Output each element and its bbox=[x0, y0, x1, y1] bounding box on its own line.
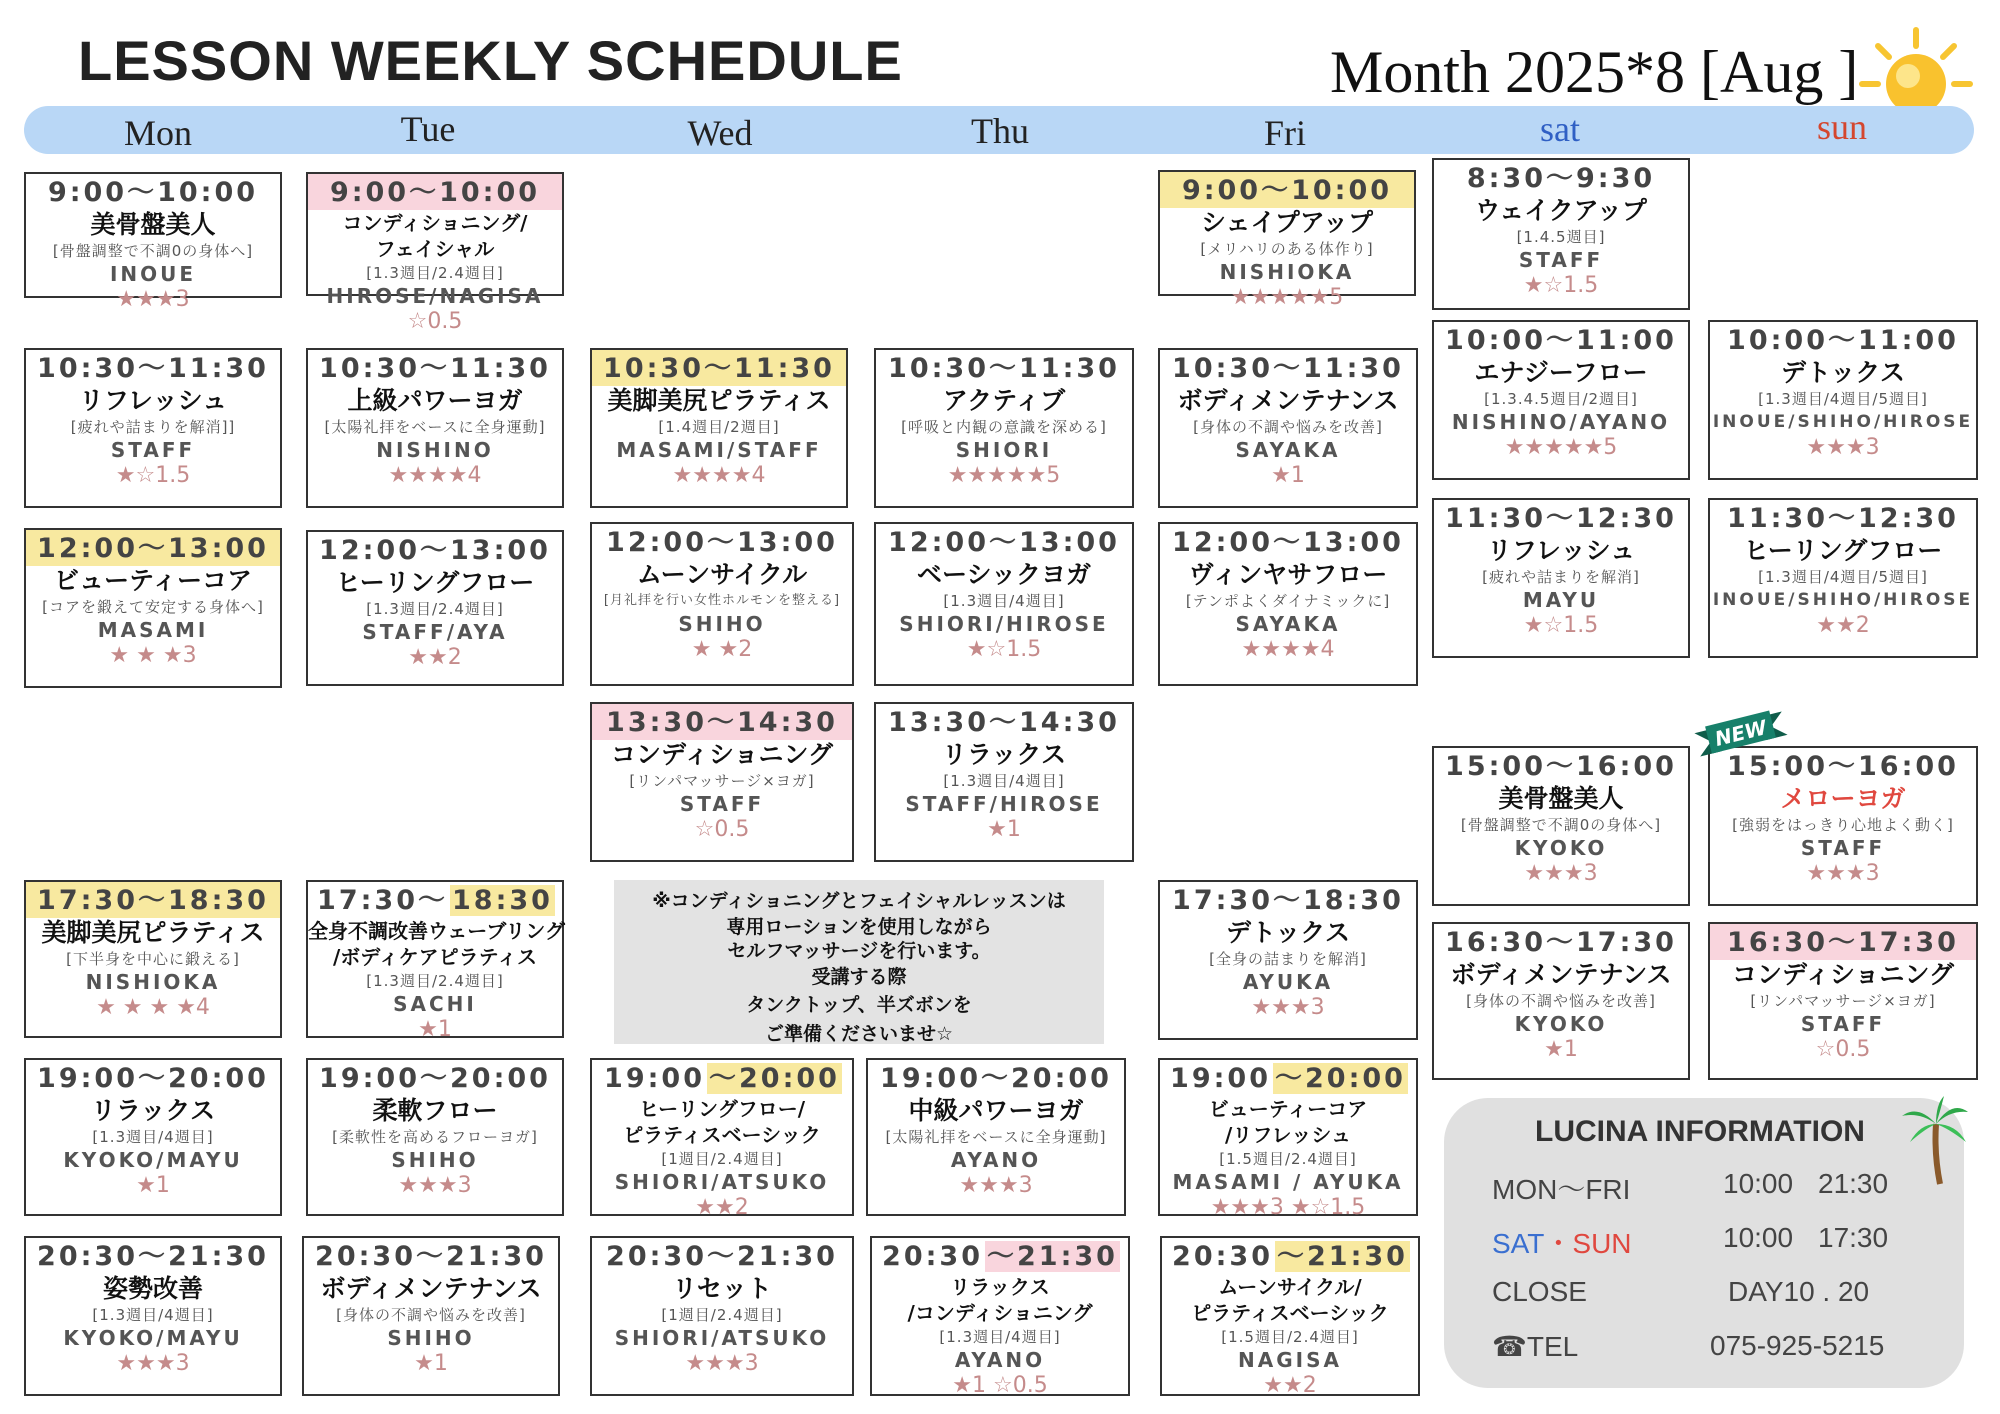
day-tue: Tue bbox=[400, 109, 456, 149]
lesson-time bbox=[1162, 1238, 1418, 1274]
day-fri: Fri bbox=[1263, 113, 1307, 153]
lesson-card bbox=[1432, 158, 1690, 310]
lesson-rating: ★★★3 bbox=[685, 1351, 759, 1376]
lesson-rating: ★1 bbox=[1271, 463, 1305, 488]
lesson-time: 10:00〜11:00 bbox=[1727, 325, 1959, 356]
lesson-instructor: STAFF bbox=[1800, 1012, 1886, 1036]
lesson-card bbox=[590, 1058, 854, 1220]
lesson-rating: ★★★★4 bbox=[1241, 637, 1335, 662]
lesson-description: [1.3週目/2.4週目] bbox=[366, 972, 504, 990]
lesson-card bbox=[306, 880, 565, 1042]
lesson-name: 姿勢改善 bbox=[102, 1274, 203, 1303]
lesson-rating: ★ ★ ★ ★4 bbox=[96, 995, 210, 1020]
lesson-time bbox=[308, 882, 562, 918]
info-sat-label: SAT bbox=[1492, 1228, 1545, 1259]
lesson-card bbox=[306, 348, 564, 508]
lesson-instructor: SACHI bbox=[393, 992, 477, 1016]
info-weekend-close: 17:30 bbox=[1818, 1222, 1889, 1253]
lesson-instructor: MASAMI/STAFF bbox=[616, 438, 822, 462]
month-label: Month 2025*8 [Aug ] bbox=[1330, 39, 1859, 105]
lesson-instructor: STAFF bbox=[679, 792, 765, 816]
lesson-description: [1.3週目/4週目/5週目] bbox=[1758, 568, 1928, 586]
lesson-rating: ★ ★ ★3 bbox=[109, 643, 197, 668]
lesson-instructor: AYANO bbox=[954, 1348, 1046, 1372]
lesson-instructor: MASAMI / AYUKA bbox=[1172, 1170, 1404, 1194]
lesson-card bbox=[870, 1236, 1130, 1396]
lesson-description: [1.4週目/2週目] bbox=[658, 418, 780, 436]
lesson-description: [コアを鍛えて安定する身体へ] bbox=[42, 598, 264, 616]
lesson-description: [身体の不調や悩みを改善] bbox=[336, 1306, 526, 1324]
lesson-description: [1.4.5週目] bbox=[1516, 228, 1606, 246]
lesson-description: [1.5週目/2.4週目] bbox=[1219, 1150, 1357, 1168]
lesson-description: [全身の詰まりを解消] bbox=[1209, 950, 1367, 968]
lesson-name-line2: /リフレッシュ bbox=[1225, 1123, 1351, 1147]
lesson-rating: ★☆1.5 bbox=[1523, 613, 1599, 638]
info-tel-label: ☎TEL bbox=[1492, 1331, 1579, 1362]
lesson-time-end: 〜21:30 bbox=[987, 1241, 1118, 1272]
lesson-instructor: STAFF/AYA bbox=[362, 620, 508, 644]
lesson-time: 19:00〜20:00 bbox=[319, 1063, 551, 1094]
lesson-name: 美脚美尻ピラティス bbox=[607, 386, 831, 415]
lesson-instructor: SHIORI/ATSUKO bbox=[614, 1170, 830, 1194]
lesson-instructor: STAFF bbox=[110, 438, 196, 462]
lesson-description: [リンパマッサージ×ヨガ] bbox=[1750, 992, 1936, 1010]
info-close-label: CLOSE bbox=[1492, 1276, 1587, 1307]
lesson-name: ムーンサイクル bbox=[636, 560, 808, 589]
lesson-rating: ★1 ☆0.5 bbox=[952, 1373, 1048, 1398]
lesson-rating: ★★2 bbox=[1263, 1373, 1317, 1398]
lesson-time: 16:30〜17:30 bbox=[1710, 924, 1976, 960]
lesson-description: [骨盤調整で不調0の身体へ] bbox=[1460, 816, 1662, 834]
notice-line: ※コンディショニングとフェイシャルレッスンは bbox=[652, 890, 1066, 912]
lesson-time: 8:30〜9:30 bbox=[1466, 163, 1656, 194]
lesson-description: [1.3週目/4週目/5週目] bbox=[1758, 390, 1928, 408]
lesson-card bbox=[1708, 498, 1978, 658]
lesson-rating: ★★★★★5 bbox=[1230, 285, 1344, 310]
lesson-description: [下半身を中心に鍛える] bbox=[66, 950, 240, 968]
lesson-time: 12:00〜13:00 bbox=[1172, 527, 1404, 558]
lesson-card bbox=[302, 1236, 560, 1396]
palm-tree-icon bbox=[1900, 1094, 1970, 1184]
lesson-rating: ★1 bbox=[987, 817, 1021, 842]
lesson-instructor: INOUE/SHIHO/HIROSE bbox=[1712, 590, 1974, 610]
lesson-rating: ★1 bbox=[136, 1173, 170, 1198]
lesson-name: リセット bbox=[672, 1274, 772, 1303]
info-tel-value: 075-925-5215 bbox=[1710, 1330, 1885, 1361]
lesson-instructor: STAFF bbox=[1518, 248, 1604, 272]
notice-line: 受講する際 bbox=[811, 966, 907, 988]
lesson-instructor: NISHIOKA bbox=[1219, 260, 1355, 284]
lesson-time: 9:00〜10:00 bbox=[1160, 172, 1414, 208]
lesson-card bbox=[1432, 320, 1690, 480]
lesson-name: 中級パワーヨガ bbox=[908, 1096, 1084, 1125]
notice-line: 専用ローションを使用しながら bbox=[726, 916, 992, 938]
lesson-card bbox=[1158, 1058, 1418, 1220]
lesson-instructor: STAFF/HIROSE bbox=[905, 792, 1103, 816]
lesson-name: ウェイクアップ bbox=[1475, 196, 1647, 225]
lesson-time: 10:30〜11:30 bbox=[37, 353, 269, 384]
lesson-name: メローヨガ bbox=[1780, 784, 1906, 813]
lesson-instructor: AYUKA bbox=[1242, 970, 1334, 994]
lesson-time-start: 17:30〜 bbox=[317, 885, 448, 916]
lesson-rating: ☆0.5 bbox=[407, 309, 463, 334]
lesson-card bbox=[1158, 522, 1418, 686]
lesson-description: [身体の不調や悩みを改善] bbox=[1466, 992, 1656, 1010]
lesson-name: ヒーリングフロー bbox=[335, 568, 535, 597]
lesson-name: コンディショニング bbox=[1731, 960, 1954, 989]
lesson-card bbox=[24, 172, 282, 312]
lesson-name: ボディメンテナンス bbox=[1450, 960, 1672, 989]
lesson-description: [1週目/2.4週目] bbox=[661, 1306, 783, 1324]
lesson-time: 20:30〜21:30 bbox=[606, 1241, 838, 1272]
lesson-card bbox=[1708, 922, 1978, 1080]
lesson-instructor: SHIHO bbox=[387, 1326, 475, 1350]
lesson-instructor: SHIHO bbox=[678, 612, 766, 636]
lesson-time: 9:00〜10:00 bbox=[47, 177, 259, 208]
lesson-time: 11:30〜12:30 bbox=[1727, 503, 1959, 534]
info-sun-label: SUN bbox=[1572, 1228, 1632, 1259]
lesson-time-end: 〜20:00 bbox=[1275, 1063, 1406, 1094]
lesson-name-line2: /コンディショニング bbox=[907, 1301, 1093, 1325]
lesson-instructor: MASAMI bbox=[97, 618, 209, 642]
lesson-instructor: SHIORI/HIROSE bbox=[899, 612, 1109, 636]
lesson-time: 13:30〜14:30 bbox=[592, 704, 852, 740]
lesson-time: 12:00〜13:00 bbox=[606, 527, 838, 558]
day-sun: sun bbox=[1816, 107, 1868, 147]
lesson-rating: ★★★3 ★☆1.5 bbox=[1210, 1195, 1366, 1220]
lesson-description: [1.3週目/4週目] bbox=[939, 1328, 1061, 1346]
lesson-time-start: 19:00 bbox=[604, 1063, 705, 1094]
lesson-name: デトックス bbox=[1225, 918, 1350, 947]
new-badge-text: NEW bbox=[1712, 715, 1770, 752]
lesson-card bbox=[1432, 498, 1690, 658]
lesson-card bbox=[1158, 348, 1418, 508]
lesson-time-end: 〜21:30 bbox=[1277, 1241, 1408, 1272]
notice-line: ご準備くださいませ☆ bbox=[764, 1023, 954, 1045]
lesson-rating: ★1 bbox=[418, 1017, 452, 1042]
lesson-rating: ★★2 bbox=[408, 645, 462, 670]
lesson-time: 20:30〜21:30 bbox=[37, 1241, 269, 1272]
lesson-description: [太陽礼拝をベースに全身運動] bbox=[324, 418, 546, 436]
lesson-name: リラックス bbox=[90, 1096, 216, 1125]
lesson-instructor: NISHINO bbox=[376, 438, 494, 462]
lesson-card bbox=[590, 522, 854, 686]
lesson-time: 9:00〜10:00 bbox=[308, 174, 562, 210]
lesson-name: 美骨盤美人 bbox=[1498, 784, 1624, 813]
lesson-rating: ★★★3 bbox=[116, 1351, 190, 1376]
lesson-name: ヒーリングフロー/ bbox=[638, 1097, 806, 1121]
lesson-time: 15:00〜16:00 bbox=[1445, 751, 1677, 782]
lesson-description: [1週目/2.4週目] bbox=[661, 1150, 783, 1168]
lesson-name-line2: フェイシャル bbox=[375, 237, 495, 261]
lesson-name-line2: ピラティスベーシック bbox=[623, 1123, 821, 1147]
lesson-time-start: 20:30 bbox=[882, 1241, 983, 1272]
lesson-description: [強弱をはっきり心地よく動く] bbox=[1732, 816, 1954, 834]
lesson-time-end: 18:30 bbox=[452, 885, 553, 916]
lesson-name: アクティブ bbox=[942, 386, 1066, 415]
notice-line: タンクトップ、半ズボンを bbox=[746, 994, 972, 1016]
lesson-name: ベーシックヨガ bbox=[916, 560, 1091, 589]
lesson-name: ボディメンテナンス bbox=[320, 1274, 542, 1303]
lesson-description: [太陽礼拝をベースに全身運動] bbox=[885, 1128, 1107, 1146]
lesson-instructor: STAFF bbox=[1800, 836, 1886, 860]
lesson-description: [骨盤調整で不調0の身体へ] bbox=[52, 242, 254, 260]
lesson-instructor: KYOKO/MAYU bbox=[63, 1326, 243, 1350]
lesson-name: リフレッシュ bbox=[1486, 536, 1636, 565]
lesson-time bbox=[1160, 1060, 1416, 1096]
lesson-rating: ★★2 bbox=[695, 1195, 749, 1220]
lesson-rating: ★1 bbox=[1544, 1037, 1578, 1062]
lesson-time: 12:00〜13:00 bbox=[319, 535, 551, 566]
lesson-description: [1.3週目/2.4週目] bbox=[366, 264, 504, 282]
lesson-card bbox=[1708, 746, 1978, 906]
lesson-card bbox=[866, 1058, 1126, 1216]
lesson-time: 12:00〜13:00 bbox=[26, 530, 280, 566]
lesson-instructor: SHIHO bbox=[391, 1148, 479, 1172]
lesson-card bbox=[874, 702, 1134, 862]
lesson-rating: ☆0.5 bbox=[1815, 1037, 1871, 1062]
lesson-name-line2: /ボディケアピラティス bbox=[332, 945, 538, 969]
lesson-description: [1.3週目/4週目] bbox=[943, 592, 1065, 610]
lesson-name: 上級パワーヨガ bbox=[347, 386, 523, 415]
lesson-instructor: NAGISA bbox=[1238, 1348, 1342, 1372]
lesson-description: [リンパマッサージ×ヨガ] bbox=[629, 772, 815, 790]
lesson-instructor: SAYAKA bbox=[1235, 612, 1341, 636]
info-close-value: DAY10 . 20 bbox=[1728, 1276, 1870, 1307]
lesson-time bbox=[872, 1238, 1128, 1274]
lesson-instructor: NISHINO/AYANO bbox=[1451, 410, 1671, 434]
lesson-instructor: KYOKO bbox=[1514, 836, 1608, 860]
lesson-name: エナジーフロー bbox=[1474, 358, 1648, 387]
notice-line: セルフマッサージを行います。 bbox=[727, 940, 991, 962]
lesson-rating: ★★★3 bbox=[116, 287, 190, 312]
lesson-name: ムーンサイクル/ bbox=[1218, 1275, 1362, 1299]
lesson-time: 20:30〜21:30 bbox=[315, 1241, 547, 1272]
lesson-name: デトックス bbox=[1780, 358, 1905, 387]
lesson-instructor: MAYU bbox=[1522, 588, 1600, 612]
lesson-card bbox=[1432, 746, 1690, 906]
lesson-name: 全身不調改善ウェーブリング bbox=[308, 919, 565, 943]
lesson-name-line2: ピラティスベーシック bbox=[1191, 1301, 1389, 1325]
lesson-name: ヒーリングフロー bbox=[1743, 536, 1943, 565]
lesson-rating: ★★★3 bbox=[1251, 995, 1325, 1020]
lesson-description: [1.3週目/4週目] bbox=[92, 1306, 214, 1324]
lesson-instructor: INOUE/SHIHO/HIROSE bbox=[1712, 412, 1974, 432]
lesson-description: [テンポよくダイナミックに] bbox=[1185, 592, 1391, 610]
page-title: LESSON WEEKLY SCHEDULE bbox=[78, 29, 903, 92]
info-weekday-close: 21:30 bbox=[1818, 1168, 1889, 1199]
lesson-name: コンディショニング/ bbox=[342, 211, 528, 235]
lesson-name: リフレッシュ bbox=[78, 386, 228, 415]
day-thu: Thu bbox=[971, 111, 1029, 151]
info-title: LUCINA INFORMATION bbox=[1535, 1115, 1865, 1148]
day-sat: sat bbox=[1540, 109, 1580, 149]
lesson-time: 10:30〜11:30 bbox=[319, 353, 551, 384]
lesson-card bbox=[24, 528, 282, 688]
lesson-name: 美脚美尻ピラティス bbox=[41, 918, 265, 947]
lesson-rating: ★☆1.5 bbox=[115, 463, 191, 488]
lesson-description: [1.3週目/4週目] bbox=[943, 772, 1065, 790]
lesson-name: 柔軟フロー bbox=[372, 1096, 498, 1125]
lesson-card bbox=[24, 880, 282, 1038]
lesson-rating: ★ ★2 bbox=[691, 637, 753, 662]
lesson-rating: ★★★3 bbox=[1806, 435, 1880, 460]
lesson-time-end: 〜20:00 bbox=[709, 1063, 840, 1094]
lesson-rating: ★☆1.5 bbox=[1523, 273, 1599, 298]
lesson-time-start: 19:00 bbox=[1170, 1063, 1271, 1094]
lesson-time-start: 20:30 bbox=[1172, 1241, 1273, 1272]
lesson-description: [柔軟性を高めるフローヨガ] bbox=[332, 1128, 538, 1146]
lesson-name: シェイプアップ bbox=[1200, 208, 1373, 237]
lesson-card bbox=[306, 530, 564, 686]
lesson-time: 12:00〜13:00 bbox=[888, 527, 1120, 558]
lesson-time: 17:30〜18:30 bbox=[26, 882, 280, 918]
lesson-instructor: NISHIOKA bbox=[85, 970, 221, 994]
lesson-name: ボディメンテナンス bbox=[1177, 386, 1399, 415]
lesson-name: ヴィンヤサフロー bbox=[1188, 560, 1388, 589]
lesson-rating: ★★★3 bbox=[959, 1173, 1033, 1198]
info-weekday-label: MON〜FRI bbox=[1492, 1174, 1631, 1205]
lesson-time: 13:30〜14:30 bbox=[888, 707, 1120, 738]
lesson-instructor: KYOKO/MAYU bbox=[63, 1148, 243, 1172]
lesson-card bbox=[1158, 880, 1418, 1040]
lesson-card bbox=[306, 1058, 564, 1216]
lesson-rating: ★★★3 bbox=[398, 1173, 472, 1198]
lesson-description: [1.3.4.5週目/2週目] bbox=[1484, 390, 1638, 408]
lesson-card bbox=[1432, 922, 1690, 1080]
lesson-instructor: KYOKO bbox=[1514, 1012, 1608, 1036]
lesson-rating: ★★★★4 bbox=[388, 463, 482, 488]
lesson-time: 10:30〜11:30 bbox=[1172, 353, 1404, 384]
lesson-card bbox=[306, 172, 564, 334]
lesson-description: [疲れや詰まりを解消]] bbox=[70, 418, 236, 436]
lesson-card bbox=[24, 348, 282, 508]
lesson-description: [メリハリのある体作り] bbox=[1200, 240, 1374, 258]
lesson-card bbox=[24, 1058, 282, 1216]
lesson-name: ビューティーコア bbox=[1208, 1097, 1368, 1121]
lesson-name: コンディショニング bbox=[610, 740, 833, 769]
lesson-rating: ★★2 bbox=[1816, 613, 1870, 638]
lesson-rating: ★★★★4 bbox=[672, 463, 766, 488]
lesson-description: [1.3週目/4週目] bbox=[92, 1128, 214, 1146]
lesson-time: 10:00〜11:00 bbox=[1445, 325, 1677, 356]
lesson-card bbox=[590, 1236, 854, 1396]
lesson-instructor: HIROSE/NAGISA bbox=[326, 284, 544, 308]
lesson-time: 17:30〜18:30 bbox=[1172, 885, 1404, 916]
lesson-rating: ★1 bbox=[414, 1351, 448, 1376]
lesson-name: ビューティーコア bbox=[53, 566, 252, 595]
lesson-time bbox=[592, 1060, 852, 1096]
lesson-instructor: SAYAKA bbox=[1235, 438, 1341, 462]
day-wed: Wed bbox=[687, 113, 753, 153]
lesson-instructor: AYANO bbox=[950, 1148, 1042, 1172]
lesson-time: 19:00〜20:00 bbox=[37, 1063, 269, 1094]
lesson-instructor: INOUE bbox=[109, 262, 197, 286]
lesson-rating: ★★★★★5 bbox=[947, 463, 1061, 488]
lesson-card bbox=[590, 702, 854, 862]
lesson-card bbox=[874, 348, 1134, 508]
lesson-description: [月礼拝を行い女性ホルモンを整える] bbox=[603, 593, 841, 608]
lesson-rating: ★★★3 bbox=[1806, 861, 1880, 886]
lesson-time: 19:00〜20:00 bbox=[880, 1063, 1112, 1094]
lesson-card bbox=[1708, 320, 1978, 480]
info-weekend-label bbox=[1492, 1222, 1632, 1262]
lesson-rating: ★★★★★5 bbox=[1504, 435, 1618, 460]
lesson-rating: ★★★3 bbox=[1524, 861, 1598, 886]
lesson-time: 16:30〜17:30 bbox=[1445, 927, 1677, 958]
lesson-time: 15:00〜16:00 bbox=[1727, 751, 1959, 782]
lesson-instructor: SHIORI bbox=[955, 438, 1053, 462]
lesson-time: 10:30〜11:30 bbox=[592, 350, 846, 386]
info-weekend-open: 10:00 bbox=[1723, 1222, 1794, 1253]
lesson-description: [身体の不調や悩みを改善] bbox=[1193, 418, 1383, 436]
lesson-card bbox=[590, 348, 848, 508]
lesson-card bbox=[1158, 170, 1416, 310]
lesson-card bbox=[1160, 1236, 1420, 1396]
lesson-card bbox=[24, 1236, 282, 1396]
lesson-name: 美骨盤美人 bbox=[90, 210, 216, 239]
lesson-rating: ☆0.5 bbox=[694, 817, 750, 842]
lesson-description: [1.3週目/2.4週目] bbox=[366, 600, 504, 618]
notice-box bbox=[614, 880, 1104, 1044]
lesson-instructor: SHIORI/ATSUKO bbox=[614, 1326, 830, 1350]
info-dot: ・ bbox=[1544, 1228, 1573, 1259]
lesson-name: リラックス bbox=[941, 740, 1067, 769]
lesson-time: 10:30〜11:30 bbox=[888, 353, 1120, 384]
lesson-rating: ★☆1.5 bbox=[966, 637, 1042, 662]
info-weekday-open: 10:00 bbox=[1723, 1168, 1794, 1199]
lesson-time: 11:30〜12:30 bbox=[1445, 503, 1677, 534]
lesson-description: [疲れや詰まりを解消] bbox=[1482, 568, 1640, 586]
lesson-description: [1.5週目/2.4週目] bbox=[1221, 1328, 1359, 1346]
lesson-name: リラックス bbox=[950, 1275, 1050, 1299]
lesson-card bbox=[874, 522, 1134, 686]
lesson-description: [呼吸と内観の意識を深める] bbox=[901, 418, 1107, 436]
day-mon: Mon bbox=[123, 113, 193, 153]
